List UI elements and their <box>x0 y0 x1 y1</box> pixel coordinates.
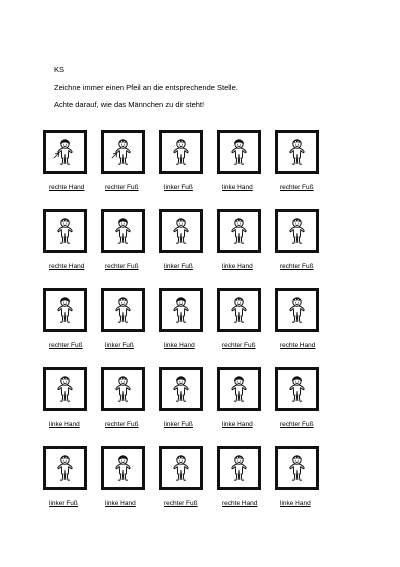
body-part-label: linke Hand <box>49 421 80 428</box>
body-part-label: rechter Fuß <box>280 421 314 428</box>
body-part-label: rechte Hand <box>49 184 85 191</box>
worksheet-code: KS <box>54 65 65 74</box>
figure-row <box>43 446 333 525</box>
figure-box[interactable] <box>275 209 319 253</box>
body-part-label: linke Hand <box>222 421 253 428</box>
figure-box[interactable] <box>159 209 203 253</box>
figure-box[interactable] <box>101 367 145 411</box>
figure-box[interactable] <box>217 209 261 253</box>
figure-box[interactable] <box>159 446 203 490</box>
body-part-label: rechter Fuß <box>280 263 314 270</box>
figure-box[interactable] <box>217 130 261 174</box>
figure-row <box>43 209 333 288</box>
figure-row <box>43 367 333 446</box>
body-part-label: rechter Fuß <box>105 184 139 191</box>
figure-box[interactable] <box>159 130 203 174</box>
figure-grid <box>43 130 333 525</box>
figure-row <box>43 288 333 367</box>
figure-box[interactable] <box>217 288 261 332</box>
body-part-label: rechter Fuß <box>105 263 139 270</box>
body-part-label: linker Fuß <box>164 421 193 428</box>
figure-box[interactable] <box>159 367 203 411</box>
figure-box[interactable] <box>43 130 87 174</box>
body-part-label: linker Fuß <box>164 184 193 191</box>
body-part-label: rechter Fuß <box>222 342 256 349</box>
body-part-label: rechter Fuß <box>280 184 314 191</box>
figure-box[interactable] <box>275 446 319 490</box>
figure-box[interactable] <box>43 367 87 411</box>
figure-box[interactable] <box>43 446 87 490</box>
body-part-label: rechte Hand <box>49 263 85 270</box>
figure-box[interactable] <box>101 130 145 174</box>
instruction-text: Zeichne immer einen Pfeil an die entsprechende Stelle. <box>54 83 238 92</box>
body-part-label: rechte Hand <box>280 342 316 349</box>
figure-box[interactable] <box>101 446 145 490</box>
body-part-label: rechter Fuß <box>164 500 198 507</box>
figure-box[interactable] <box>159 288 203 332</box>
body-part-label: rechter Fuß <box>49 342 83 349</box>
body-part-label: linke Hand <box>222 184 253 191</box>
body-part-label: linker Fuß <box>164 263 193 270</box>
figure-box[interactable] <box>43 209 87 253</box>
body-part-label: rechter Fuß <box>105 421 139 428</box>
body-part-label: linke Hand <box>222 263 253 270</box>
figure-box[interactable] <box>43 288 87 332</box>
body-part-label: rechte Hand <box>222 500 258 507</box>
body-part-label: linker Fuß <box>105 342 134 349</box>
body-part-label: linke Hand <box>105 500 136 507</box>
figure-box[interactable] <box>101 209 145 253</box>
body-part-label: linker Fuß <box>49 500 78 507</box>
figure-box[interactable] <box>217 446 261 490</box>
figure-box[interactable] <box>275 367 319 411</box>
figure-box[interactable] <box>275 130 319 174</box>
note-text: Achte darauf, wie das Männchen zu dir steht! <box>54 100 205 109</box>
figure-box[interactable] <box>101 288 145 332</box>
figure-box[interactable] <box>217 367 261 411</box>
figure-box[interactable] <box>275 288 319 332</box>
figure-row <box>43 130 333 209</box>
body-part-label: linke Hand <box>164 342 195 349</box>
body-part-label: linke Hand <box>280 500 311 507</box>
